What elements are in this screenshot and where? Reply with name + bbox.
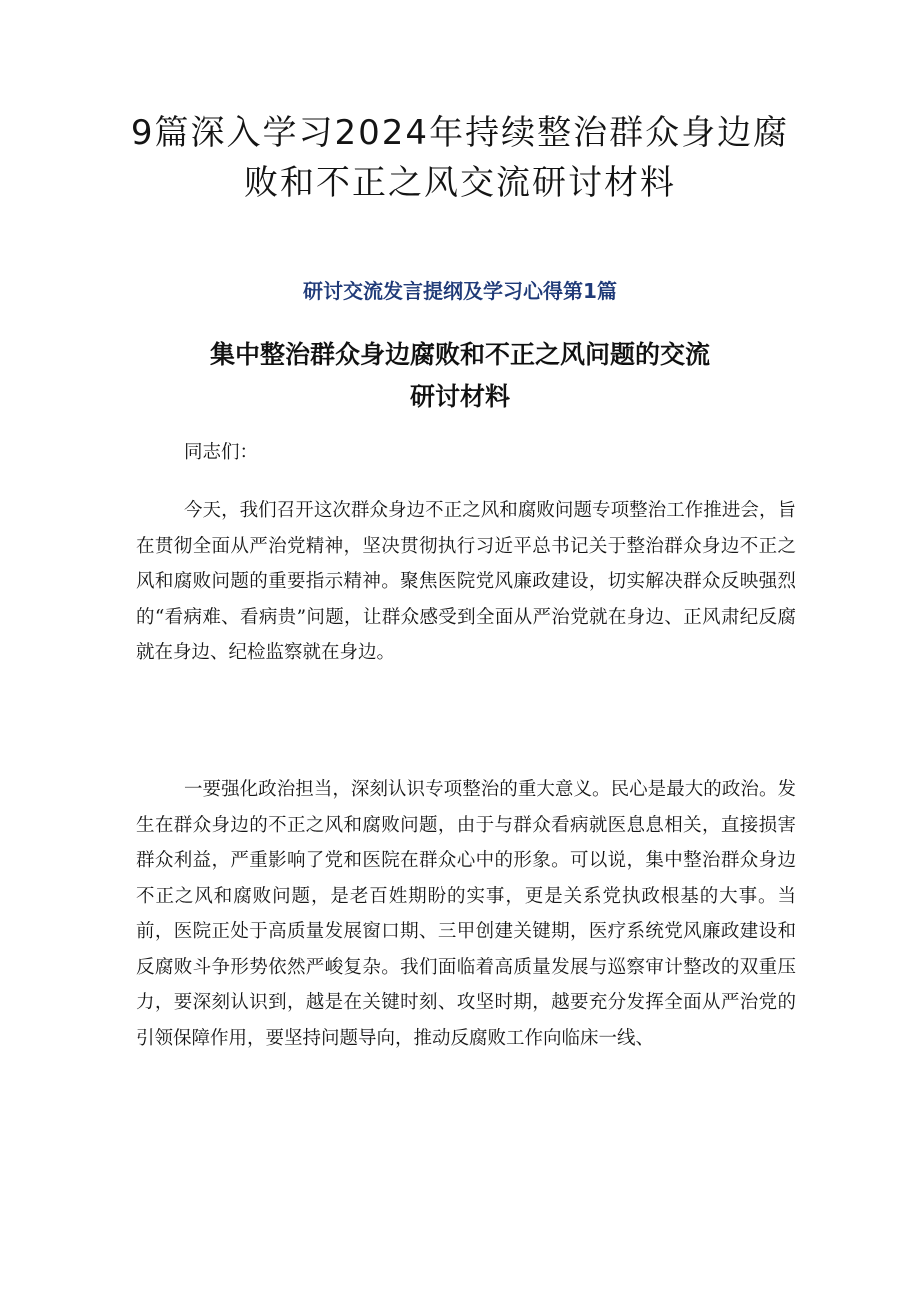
document-title [100,108,820,208]
speech-title-line-1: 集中整治群众身边腐败和不正之风问题的交流 [209,340,710,369]
speech-title-line-2: 研讨材料 [409,382,510,411]
document-title-line-2: 败和不正之风交流研讨材料 [244,163,676,203]
speech-title [130,334,790,418]
section-subtitle: 研讨交流发言提纲及学习心得第1篇 [303,279,617,303]
body-paragraph-1: 今天，我们召开这次群众身边不正之风和腐败问题专项整治工作推进会，旨在贯彻全面从严治党精神，坚决贯彻执行习近平总书记关于整治群众身边不正之风和腐败问题的重要指示精神。聚焦医院党风廉政建设，切实解决群众反映强烈的“看病难、看病贵”问题，让群众感受到全面从严治党就在身边、正风肃纪反腐就在身边、纪检监察就在身边。 [136,500,796,663]
document-title-line-1: 9篇深入学习2024年持续整治群众身边腐 [130,113,790,153]
body-paragraph-2: 一要强化政治担当，深刻认识专项整治的重大意义。民心是最大的政治。发生在群众身边的不正之风和腐败问题，由于与群众看病就医息息相关，直接损害群众利益，严重影响了党和医院在群众心中的形象。可以说，集中整治群众身边不正之风和腐败问题，是老百姓期盼的实事，更是关系党执政根基的大事。当前，医院正处于高质量发展窗口期、三甲创建关键期，医疗系统党风廉政建设和反腐败斗争形势依然严峻复杂。我们面临着高质量发展与巡察审计整改的双重压力，要深刻认识到，越是在关键时刻、攻坚时期，越要充分发挥全面从严治党的引领保障作用，要坚持问题导向，推动反腐败工作向临床一线、 [136,779,796,1049]
salutation: 同志们： [184,442,259,463]
